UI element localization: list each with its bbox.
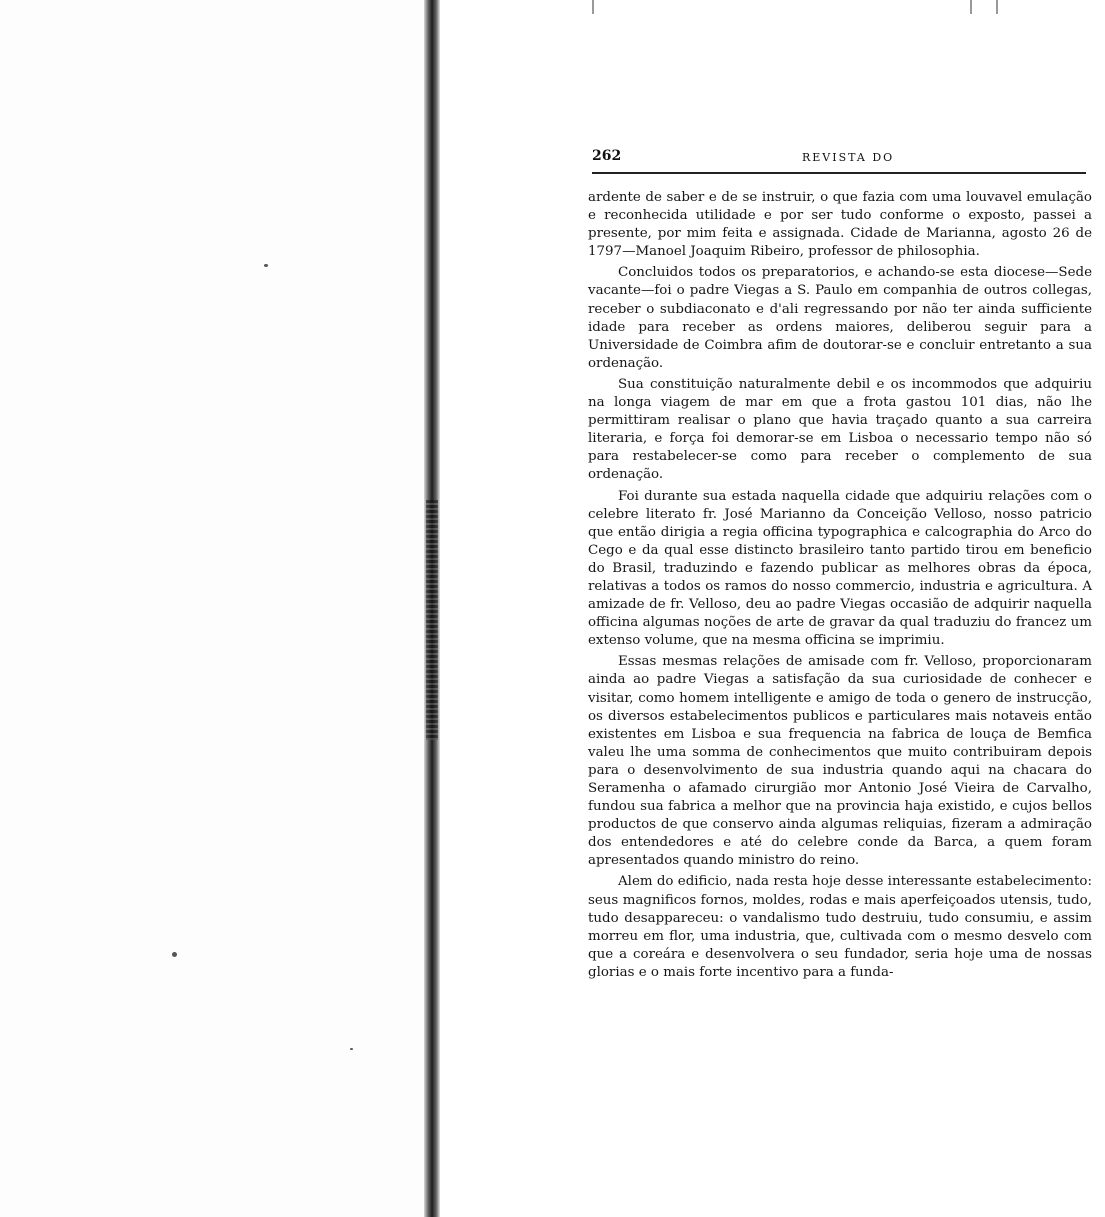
- edge-mark: [970, 0, 972, 14]
- paragraph: Essas mesmas relações de amisade com fr. Velloso, proporcionaram ainda ao padre Viegas a satisfação da sua curiosidade de conhecer e visitar, como homem intelligente e amigo de toda o genero de instrucção, os diversos estabelecimentos publicos e particulares mais notaveis então existentes em Lisboa e sua frequencia na fabrica de louça de Bemfica valeu lhe uma somma de conhecimentos que muito contribuiram depois para o desenvolvimento de sua industria quando aqui na chacara do Seramenha o afamado cirurgião mor Antonio José Vieira de Carvalho, fundou sua fabrica a melhor que na provincia haja existido, e cujos bellos productos de que conservo ainda algumas reliquias, fizeram a admiração dos entendedores e até do celebre conde da Barca, a quem foram apresentados quando ministro do reino.: [588, 654, 1092, 869]
- ink-speck: [264, 264, 268, 267]
- page-number: 262: [592, 148, 622, 164]
- paragraph: ardente de saber e de se instruir, o que fazia com uma louvavel emulação e reconhecida utilidade e por ser tudo conforme o exposto, passei a presente, por mim feita e assignada. Cidade de Marianna, agosto 26 de 1797—Manoel Joaquim Ribeiro, professor de philosophia.: [588, 190, 1092, 260]
- paragraph: Sua constituição naturalmente debil e os incommodos que adquiriu na longa viagem de mar em que a frota gastou 101 dias, não lhe permittiram realisar o plano que havia traçado quanto a sua carreira literaria, e força foi demorar-se em Lisboa o necessario tempo não só para restabelecer-se como para receber o complemento de sua ordenação.: [588, 376, 1092, 483]
- paragraph: Alem do edificio, nada resta hoje desse interessante estabelecimento: seus magnificos fornos, moldes, rodas e mais aperfeiçoados utensis, tudo, tudo desappareceu: o vandalismo tudo destruiu, tudo consumiu, e assim morreu em flor, uma industria, que, cultivada com o mesmo desvelo com que a coreára e desenvolvera o seu fundador, seria hoje uma de nossas glorias e o mais forte incentivo para a funda-: [588, 874, 1092, 980]
- edge-mark: [996, 0, 998, 14]
- left-page-blank: [0, 0, 424, 1217]
- body-text: [588, 189, 1092, 985]
- edge-mark: [592, 0, 594, 14]
- ink-speck: [172, 952, 177, 957]
- paragraph: Concluidos todos os preparatorios, e achando-se esta diocese—Sede vacante—foi o padre Viegas a S. Paulo em companhia de outros collegas, receber o subdiaconato e d'ali regressando por não ter ainda sufficiente idade para receber as ordens maiores, deliberou seguir para a Universidade de Coimbra afim de doutorar-se e concluir entretanto a sua ordenação.: [588, 265, 1092, 371]
- page-header: [592, 148, 1086, 174]
- right-page: [440, 0, 1105, 1217]
- running-head: REVISTA DO: [802, 151, 895, 164]
- ink-speck: [350, 1048, 353, 1050]
- spine-show-through: [426, 500, 438, 740]
- paragraph: Foi durante sua estada naquella cidade que adquiriu relações com o celebre literato fr. José Marianno da Conceição Velloso, nosso patricio que então dirigia a regia officina typographica e calcographia do Arco do Cego e da qual esse distincto brasileiro tanto partido tirou em beneficio do Brasil, traduzindo e fazendo publicar as melhores obras da época, relativas a todos os ramos do nosso commercio, industria e agricultura. A amizade de fr. Velloso, deu ao padre Viegas occasião de adquirir naquella officina algumas noções de arte de gravar da qual traduziu do francez um extenso volume, que na mesma officina se imprimiu.: [588, 488, 1092, 649]
